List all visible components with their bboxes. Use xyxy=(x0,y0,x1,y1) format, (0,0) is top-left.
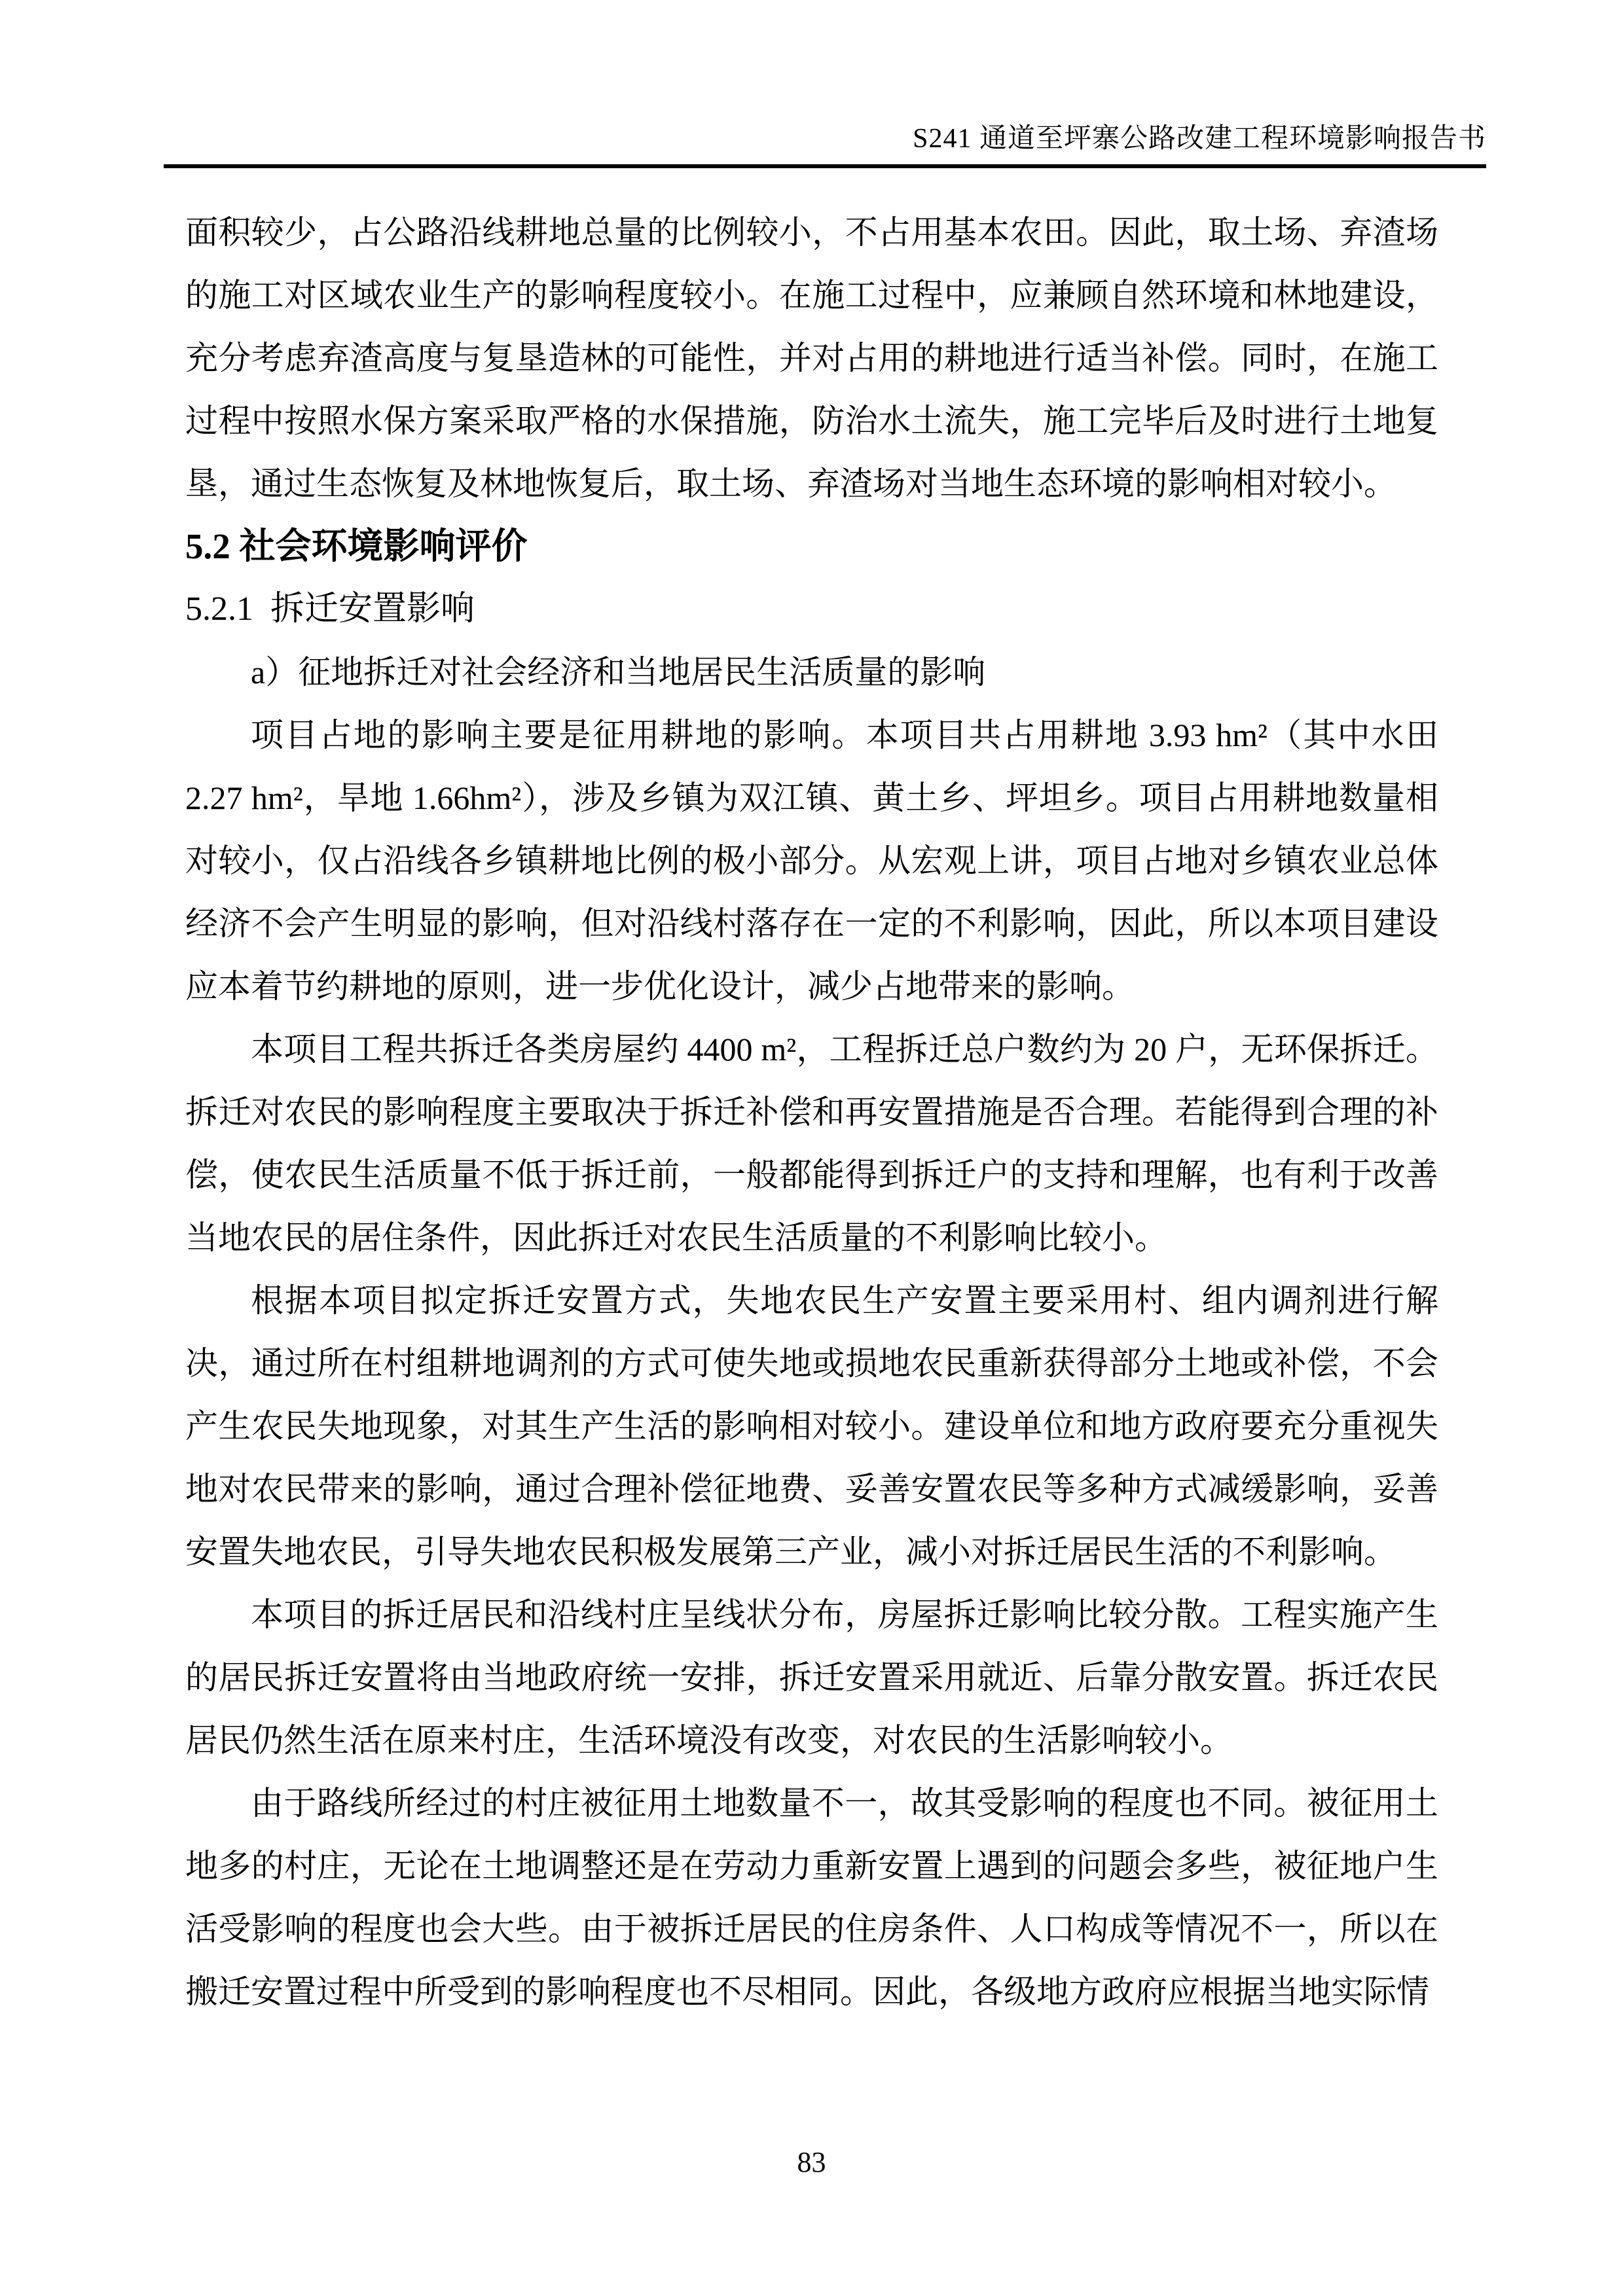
item-a-heading: a）征地拆迁对社会经济和当地居民生活质量的影响 xyxy=(251,654,986,691)
page-footer xyxy=(0,2148,1623,2177)
section-heading-5-2: 5.2 社会环境影响评价 xyxy=(185,526,528,566)
paragraph-distribution: 本项目的拆迁居民和沿线村庄呈线状分布，房屋拆迁影响比较分散。工程实施产生的居民拆迁安置将由当地政府统一安排，拆迁安置采用就近、后靠分散安置。拆迁农民居民仍然生活在原来村庄，生活环境没有改变，对农民的生活影响较小。 xyxy=(185,1596,1438,1759)
paragraph-land-occupation: 项目占地的影响主要是征用耕地的影响。本项目共占用耕地 3.93 hm²（其中水田 2.27 hm²，旱地 1.66hm²），涉及乡镇为双江镇、黄土乡、坪坦乡。项目占用耕地数量相对较小，仅占沿线各乡镇耕地比例的极小部分。从宏观上讲，项目占地对乡镇农业总体经济不会产生明显的影响，但对沿线村落存在一定的不利影响，因此，所以本项目建设应本着节约耕地的原则，进一步优化设计，减少占地带来的影响。 xyxy=(185,717,1438,1005)
page-header xyxy=(164,122,1486,168)
paragraph-resettlement: 根据本项目拟定拆迁安置方式，失地农民生产安置主要采用村、组内调剂进行解决，通过所在村组耕地调剂的方式可使失地或损地农民重新获得部分土地或补偿，不会产生农民失地现象，对其生产生活的影响相对较小。建设单位和地方政府要充分重视失地对农民带来的影响，通过合理补偿征地费、妥善安置农民等多种方式减缓影响，妥善安置失地农民，引导失地农民积极发展第三产业，减小对拆迁居民生活的不利影响。 xyxy=(185,1282,1438,1570)
paragraph-village-impact: 由于路线所经过的村庄被征用土地数量不一，故其受影响的程度也不同。被征用土地多的村庄，无论在土地调整还是在劳动力重新安置上遇到的问题会多些，被征地户生活受影响的程度也会大些。由于被拆迁居民的住房条件、人口构成等情况不一，所以在搬迁安置过程中所受到的影响程度也不尽相同。因此，各级地方政府应根据当地实际情 xyxy=(185,1785,1438,2010)
header-title: S241 通道至坪寨公路改建工程环境影响报告书 xyxy=(913,124,1486,154)
paragraph-demolition: 本项目工程共拆迁各类房屋约 4400 m²，工程拆迁总户数约为 20 户，无环保拆迁。拆迁对农民的影响程度主要取决于拆迁补偿和再安置措施是否合理。若能得到合理的补偿，使农民生活质量不低于拆迁前，一般都能得到拆迁户的支持和理解，也有利于改善当地农民的居住条件，因此拆迁对农民生活质量的不利影响比较小。 xyxy=(185,1031,1438,1256)
header-rule xyxy=(164,164,1486,168)
subsection-heading-5-2-1: 5.2.1 拆迁安置影响 xyxy=(185,590,475,628)
page-number: 83 xyxy=(797,2146,826,2178)
document-body xyxy=(185,201,1438,2023)
paragraph-continuation: 面积较少，占公路沿线耕地总量的比例较小，不占用基本农田。因此，取土场、弃渣场的施工对区域农业生产的影响程度较小。在施工过程中，应兼顾自然环境和林地建设，充分考虑弃渣高度与复垦造林的可能性，并对占用的耕地进行适当补偿。同时，在施工过程中按照水保方案采取严格的水保措施，防治水土流失，施工完毕后及时进行土地复垦，通过生态恢复及林地恢复后，取土场、弃渣场对当地生态环境的影响相对较小。 xyxy=(185,214,1438,502)
